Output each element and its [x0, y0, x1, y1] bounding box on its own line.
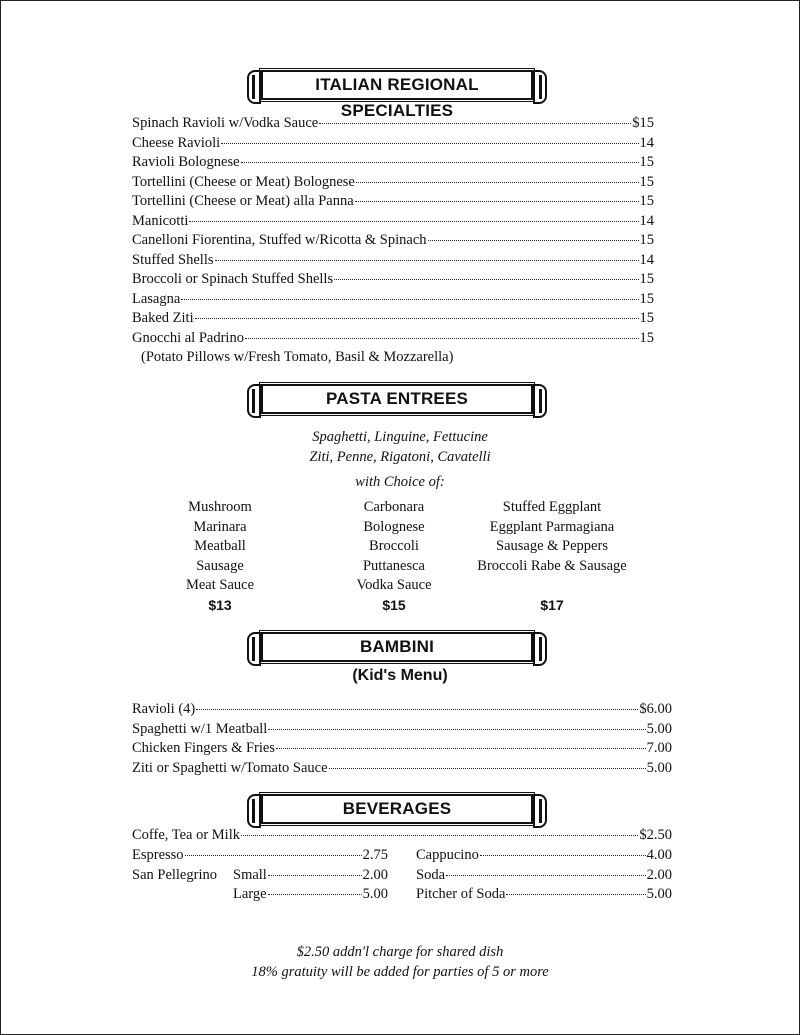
- leader-dots: [245, 338, 639, 339]
- item-name: Espresso: [132, 847, 184, 863]
- item-name: Stuffed Shells: [132, 251, 214, 268]
- leader-dots: [446, 875, 646, 876]
- kids-menu-subtitle: (Kid's Menu): [352, 667, 448, 684]
- item-price: 15: [639, 193, 654, 209]
- menu-item: [132, 153, 654, 173]
- shared-dish-note: $2.50 addn'l charge for shared dish: [296, 944, 504, 960]
- leader-dots: [355, 201, 639, 202]
- item-name: Spaghetti w/1 Meatball: [132, 720, 268, 737]
- menu-item: [132, 231, 654, 251]
- leader-dots: [241, 835, 638, 836]
- item-name: Baked Ziti: [132, 310, 194, 326]
- leader-dots: [181, 299, 638, 300]
- leader-dots: [319, 123, 631, 124]
- menu-item: [132, 700, 672, 720]
- item-name: Pitcher of Soda: [416, 886, 506, 902]
- menu-item: [132, 270, 654, 290]
- leader-dots: [268, 894, 362, 895]
- item-name: Ravioli (4): [132, 701, 196, 717]
- item-name: Canelloni Fiorentina, Stuffed w/Ricotta & Spinach: [132, 232, 427, 248]
- sauce-column-17: [472, 498, 632, 615]
- sauce-column-13: [160, 498, 280, 615]
- item-price: $6.00: [639, 701, 672, 717]
- specialties-banner: [247, 70, 547, 120]
- sauce-option: [472, 576, 632, 596]
- item-price: $2.50: [639, 827, 672, 843]
- item-price: 5.00: [362, 886, 388, 902]
- leader-dots: [189, 221, 638, 222]
- sauce-option: Broccoli: [369, 538, 419, 554]
- item-price: 15: [639, 232, 654, 248]
- beverage-item: [416, 866, 672, 886]
- beverage-item: [416, 885, 672, 905]
- item-price: 15: [639, 154, 654, 170]
- menu-item: [132, 212, 654, 232]
- item-name: Manicotti: [132, 212, 189, 229]
- san-pellegrino-label: San Pellegrino: [132, 866, 217, 883]
- item-price: 7.00: [646, 740, 672, 756]
- sauce-option: Sausage & Peppers: [496, 538, 608, 554]
- sauce-option: Vodka Sauce: [356, 577, 432, 593]
- leader-dots: [506, 894, 645, 895]
- banner-right-cap: [533, 384, 547, 418]
- item-price: 5.00: [646, 759, 672, 776]
- pasta-types-line1: Spaghetti, Linguine, Fettucine: [312, 429, 488, 445]
- item-name: Coffe, Tea or Milk: [132, 827, 240, 843]
- menu-item: [132, 290, 654, 310]
- item-name: Ravioli Bolognese: [132, 154, 240, 170]
- banner-left-cap: [247, 794, 261, 828]
- pasta-title: PASTA ENTREES: [261, 384, 533, 414]
- beverage-item: [416, 846, 672, 866]
- sauce-option: Marinara: [193, 518, 247, 535]
- beverage-item: [132, 826, 672, 846]
- item-price: 2.00: [362, 866, 388, 883]
- banner-left-cap: [247, 632, 261, 666]
- banner-right-cap: [533, 70, 547, 104]
- banner-right-cap: [533, 632, 547, 666]
- beverages-title: BEVERAGES: [261, 794, 533, 824]
- menu-item: [132, 720, 672, 740]
- item-name: Tortellini (Cheese or Meat) Bolognese: [132, 173, 355, 190]
- sauce-option: Eggplant Parmagiana: [489, 518, 615, 535]
- leader-dots: [356, 182, 639, 183]
- item-name: Small: [233, 866, 267, 883]
- sauce-option: Puttanesca: [362, 557, 425, 574]
- beverage-item: [132, 846, 388, 866]
- sauce-option: Sausage: [196, 557, 244, 574]
- leader-dots: [268, 875, 362, 876]
- menu-item: [132, 134, 654, 154]
- leader-dots: [196, 709, 638, 710]
- banner-left-cap: [247, 70, 261, 104]
- menu-item: [132, 739, 672, 759]
- leader-dots: [221, 143, 638, 144]
- leader-dots: [276, 748, 646, 749]
- item-price: 14: [639, 251, 654, 268]
- sauce-option: Meat Sauce: [185, 577, 255, 593]
- leader-dots: [268, 729, 645, 730]
- item-price: 14: [639, 212, 654, 229]
- item-name: Cheese Ravioli: [132, 134, 221, 151]
- item-price: 4.00: [646, 847, 672, 863]
- banner-left-cap: [247, 384, 261, 418]
- item-price: $15: [632, 115, 654, 131]
- leader-dots: [195, 318, 639, 319]
- item-price: 15: [639, 271, 654, 287]
- item-name: Cappucino: [416, 847, 479, 863]
- column-price: $17: [540, 596, 564, 613]
- sauce-option: Meatball: [194, 538, 246, 554]
- sauce-option: Mushroom: [188, 499, 252, 515]
- item-name: Ziti or Spaghetti w/Tomato Sauce: [132, 759, 328, 776]
- bambini-title: BAMBINI: [261, 632, 533, 662]
- sauce-option: Stuffed Eggplant: [502, 499, 602, 515]
- pasta-types-line2: Ziti, Penne, Rigatoni, Cavatelli: [309, 448, 491, 465]
- gnocchi-note: (Potato Pillows w/Fresh Tomato, Basil & Mozzarella): [141, 349, 454, 365]
- sauce-option: Carbonara: [363, 499, 425, 515]
- menu-item: [132, 759, 672, 779]
- leader-dots: [185, 855, 362, 856]
- item-price: 15: [639, 173, 654, 190]
- sauce-column-15: [334, 498, 454, 615]
- item-price: 15: [639, 329, 654, 346]
- menu-item: [132, 329, 654, 349]
- leader-dots: [334, 279, 638, 280]
- item-name: Large: [233, 886, 267, 902]
- menu-item: [132, 114, 654, 134]
- specialties-title: ITALIAN REGIONAL SPECIALTIES: [261, 70, 533, 100]
- leader-dots: [215, 260, 639, 261]
- sauce-option: Bolognese: [363, 518, 425, 535]
- item-price: 2.75: [362, 847, 388, 863]
- menu-item: [132, 173, 654, 193]
- item-name: Chicken Fingers & Fries: [132, 740, 275, 756]
- item-name: Gnocchi al Padrino: [132, 329, 244, 346]
- banner-right-cap: [533, 794, 547, 828]
- menu-item: [132, 192, 654, 212]
- item-price: 5.00: [646, 720, 672, 737]
- sauce-option: Broccoli Rabe & Sausage: [477, 557, 627, 574]
- beverage-item: [233, 866, 388, 886]
- item-name: Broccoli or Spinach Stuffed Shells: [132, 271, 334, 287]
- column-price: $15: [382, 596, 406, 613]
- leader-dots: [329, 768, 646, 769]
- item-name: Soda: [416, 866, 445, 883]
- beverage-item: [233, 885, 388, 905]
- choice-label: with Choice of:: [355, 474, 445, 490]
- gratuity-note: 18% gratuity will be added for parties of 5 or more: [251, 964, 549, 980]
- beverages-banner: [247, 794, 547, 828]
- item-price: 2.00: [646, 866, 672, 883]
- menu-item: [132, 309, 654, 329]
- item-price: 15: [639, 310, 654, 326]
- item-name: Spinach Ravioli w/Vodka Sauce: [132, 115, 319, 131]
- item-price: 14: [639, 134, 654, 151]
- leader-dots: [241, 162, 639, 163]
- item-name: Tortellini (Cheese or Meat) alla Panna: [132, 193, 354, 209]
- leader-dots: [428, 240, 639, 241]
- item-name: Lasagna: [132, 290, 181, 307]
- item-price: 5.00: [646, 886, 672, 902]
- bambini-banner: [247, 632, 547, 666]
- column-price: $13: [208, 596, 232, 613]
- item-price: 15: [639, 290, 654, 307]
- pasta-banner: [247, 384, 547, 418]
- leader-dots: [480, 855, 646, 856]
- menu-item: [132, 251, 654, 271]
